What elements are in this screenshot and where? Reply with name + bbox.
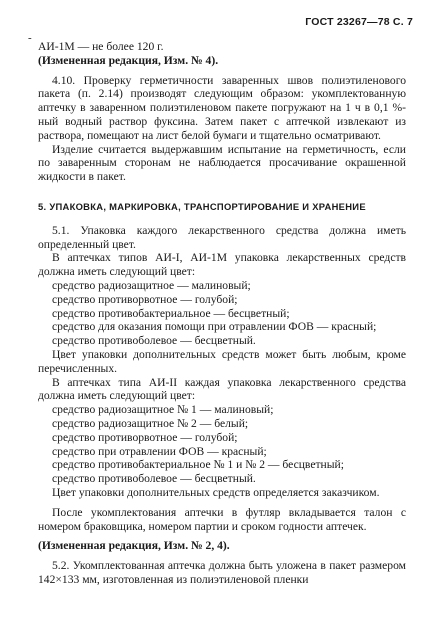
paragraph: Цвет упаковки дополнительных средств определяется заказчиком. xyxy=(52,485,380,499)
paragraph: После укомплектования аптечки в футляр вкладывается талон с номером браковщика, номером партии и сроком годности аптечек. xyxy=(38,505,406,533)
list-item: средство для оказания помощи при отравлении ФОВ — красный; xyxy=(52,320,377,334)
list-item: средство противобактериальное — бесцветный; xyxy=(52,306,290,320)
paragraph: Цвет упаковки дополнительных средств может быть любым, кроме перечисленных. xyxy=(38,347,406,375)
paragraph: 4.10. Проверку герметичности заваренных швов полиэтиленового пакета (п. 2.14) производят следующим образом: укомплектованную аптечку в заваренном полиэтиленовом пакете погружают на 1 ч в 0,1 %-ный водный раствор фуксина. Затем пакет с аптечкой извлекают из раствора, помещают на лист белой бумаги и тщательно осматривают. xyxy=(38,73,406,142)
paragraph: 5.1. Упаковка каждого лекарственного средства должна иметь определенный цвет. xyxy=(38,223,406,251)
list-item: средство при отравлении ФОВ — красный; xyxy=(52,444,267,458)
list-item: средство радиозащитное — малиновый; xyxy=(52,278,251,292)
list-item: средство противорвотное — голубой; xyxy=(52,430,238,444)
amendment-note: (Измененная редакция, Изм. № 4). xyxy=(38,53,219,67)
paragraph: АИ-1М — не более 120 г. xyxy=(38,40,164,53)
document-body xyxy=(38,40,406,587)
list-item: средство противоболевое — бесцветный. xyxy=(52,472,256,486)
paragraph: Изделие считается выдержавшим испытание на герметичность, если по заваренным сторонам не наблюдается просачивание окрашенной жидкости в пакет. xyxy=(38,142,406,184)
dash-mark: - xyxy=(28,32,32,44)
list-item: средство радиозащитное № 1 — малиновый; xyxy=(52,403,274,417)
list-item: средство противорвотное — голубой; xyxy=(52,292,238,306)
paragraph: 5.2. Укомплектованная аптечка должна быть уложена в пакет размером 142×133 мм, изготовленная из полиэтиленовой пленки xyxy=(38,559,406,586)
amendment-note: (Измененная редакция, Изм. № 2, 4). xyxy=(38,539,230,553)
list-item: средство противобактериальное № 1 и № 2 — бесцветный; xyxy=(52,458,344,472)
page-header: ГОСТ 23267—78 С. 7 xyxy=(305,16,413,28)
paragraph: В аптечках типа АИ-II каждая упаковка лекарственного средства должна иметь следующий цвет: xyxy=(38,375,406,403)
paragraph: В аптечках типов АИ-I, АИ-1М упаковка лекарственных средств должна иметь следующий цвет: xyxy=(38,251,406,279)
section-heading: 5. УПАКОВКА, МАРКИРОВКА, ТРАНСПОРТИРОВАНИЕ И ХРАНЕНИЕ xyxy=(38,200,366,212)
list-item: средство радиозащитное № 2 — белый; xyxy=(52,416,249,430)
list-item: средство противоболевое — бесцветный. xyxy=(52,334,256,348)
